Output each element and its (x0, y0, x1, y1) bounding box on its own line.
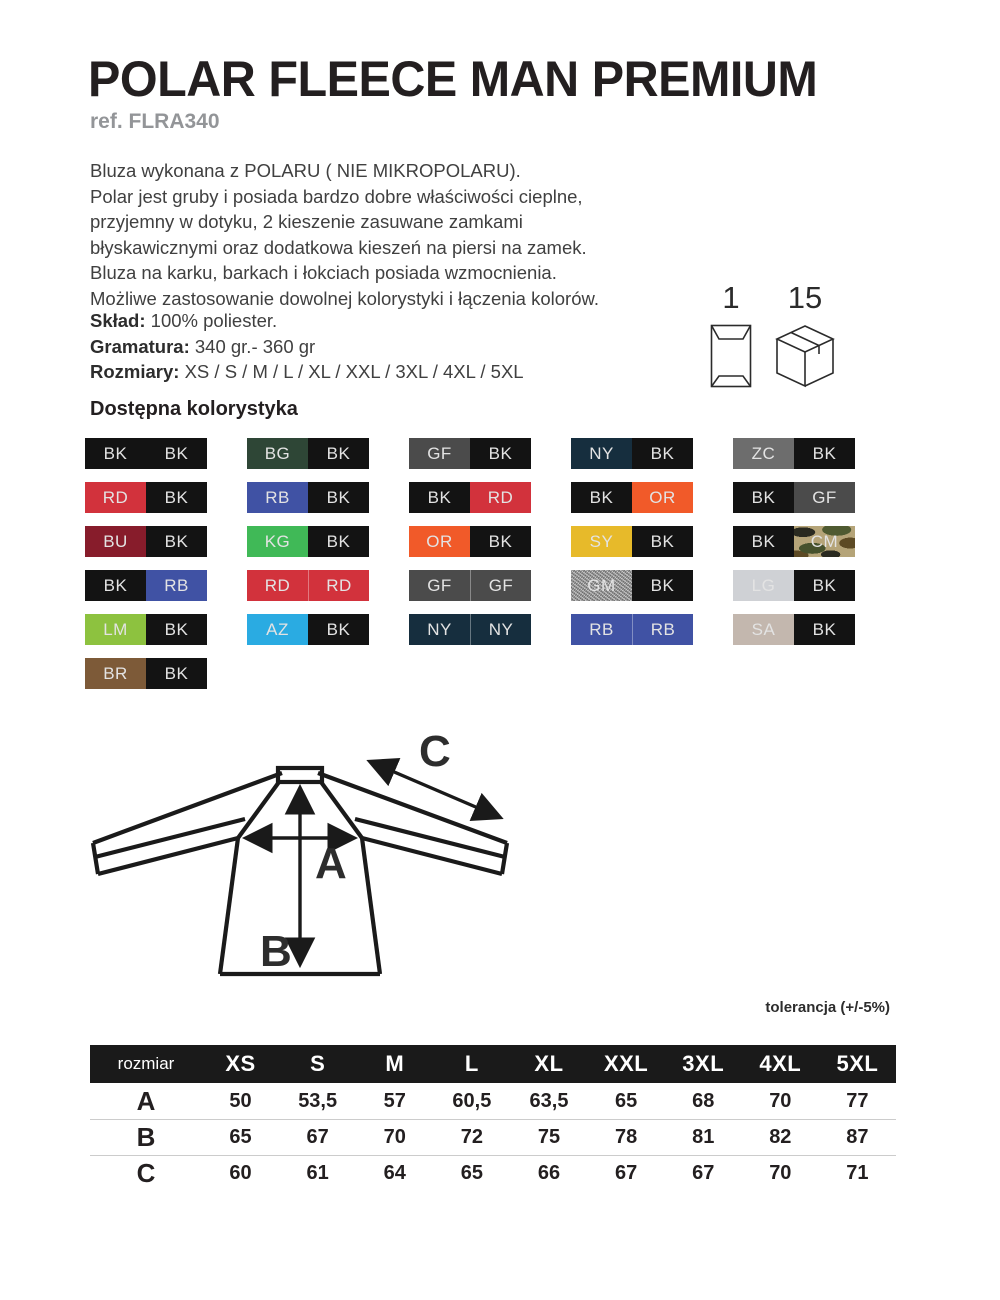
color-grid (85, 438, 855, 689)
product-ref: ref. FLRA340 (90, 110, 220, 133)
color-swatch-pair (571, 526, 693, 557)
color-swatch: BK (85, 570, 146, 601)
color-swatch-pair (571, 482, 693, 513)
color-swatch: GF (409, 438, 470, 469)
description-line: błyskawicznymi oraz dodatkowa kieszeń na piersi na zamek. (90, 236, 587, 258)
color-swatch-pair (409, 438, 531, 469)
color-swatch: BK (85, 438, 146, 469)
color-swatch: BK (146, 526, 207, 557)
color-swatch: OR (632, 482, 693, 513)
color-column (85, 438, 207, 689)
packaging-info (710, 280, 836, 393)
color-swatch-pair (247, 526, 369, 557)
color-swatch: BK (794, 570, 855, 601)
size-value: 57 (383, 1089, 406, 1112)
description (90, 158, 670, 311)
color-swatch: BK (146, 658, 207, 689)
size-value: 72 (460, 1126, 483, 1148)
bag-quantity: 1 (722, 280, 740, 315)
color-swatch: RB (146, 570, 207, 601)
size-value: 60,5 (452, 1089, 492, 1112)
size-value: 61 (306, 1162, 329, 1184)
color-swatch: RB (571, 614, 632, 645)
size-column-header: XL (534, 1051, 564, 1076)
page-title: POLAR FLEECE MAN PREMIUM (88, 51, 818, 107)
color-swatch: BK (470, 526, 531, 557)
color-swatch: BK (733, 482, 794, 513)
bag-pack-item (710, 280, 752, 393)
spec-label: Gramatura: (90, 335, 190, 357)
description-line: Bluza na karku, barkach i łokciach posiada wzmocnienia. (90, 262, 557, 283)
color-swatch: GF (794, 482, 855, 513)
color-swatch: CM (794, 526, 855, 557)
size-table (90, 1045, 896, 1191)
color-swatch-pair (409, 482, 531, 513)
color-column (247, 438, 369, 689)
color-column (409, 438, 531, 689)
color-swatch: BR (85, 658, 146, 689)
color-swatch: OR (409, 526, 470, 557)
size-value: 75 (537, 1126, 561, 1148)
description-line: Możliwe zastosowanie dowolnej kolorystyki i łączenia kolorów. (90, 287, 599, 309)
size-column-header: 3XL (682, 1051, 725, 1076)
color-swatch-pair (733, 438, 855, 469)
size-value: 71 (846, 1162, 869, 1184)
color-swatch-pair (409, 614, 531, 645)
box-icon (774, 324, 836, 393)
color-swatch: BK (146, 614, 207, 645)
size-column-header: XS (225, 1051, 256, 1076)
color-swatch-pair (733, 570, 855, 601)
color-swatch: BK (571, 482, 632, 513)
color-swatch: RB (632, 614, 693, 645)
measure-label-c: C (419, 727, 451, 776)
size-value: 81 (692, 1126, 715, 1148)
size-value: 63,5 (529, 1089, 569, 1112)
color-swatch-pair (571, 614, 693, 645)
color-swatch-pair (247, 482, 369, 513)
size-value: 53,5 (298, 1089, 338, 1112)
color-swatch: NY (409, 614, 470, 645)
color-swatch-pair (733, 614, 855, 645)
color-swatch-pair (85, 658, 207, 689)
size-column-header: XXL (603, 1051, 649, 1076)
size-table-corner-label: rozmiar (117, 1054, 175, 1073)
spec-value: 340 gr.- 360 gr (189, 335, 316, 357)
color-swatch: BK (632, 526, 693, 557)
color-swatch-pair (571, 438, 693, 469)
size-value: 50 (229, 1089, 252, 1112)
color-swatch: RD (85, 482, 146, 513)
spec-line (90, 334, 524, 360)
color-swatch: BK (733, 526, 794, 557)
spec-label: Rozmiary: (90, 361, 180, 382)
color-swatch: GF (409, 570, 470, 601)
color-swatch-pair (85, 570, 207, 601)
size-column-header: M (385, 1051, 405, 1076)
color-swatch-pair (247, 614, 369, 645)
size-table-row (90, 1119, 896, 1155)
size-value: 82 (769, 1126, 792, 1148)
measure-label-a: A (315, 839, 347, 888)
color-column (571, 438, 693, 689)
size-table-row (90, 1155, 896, 1191)
color-swatch: RD (470, 482, 531, 513)
color-swatch: BK (308, 526, 369, 557)
size-value: 78 (614, 1126, 638, 1148)
size-value: 60 (229, 1162, 252, 1184)
size-table-header (90, 1045, 896, 1083)
color-column (733, 438, 855, 689)
color-swatch: KG (247, 526, 308, 557)
size-column-header: 5XL (836, 1051, 879, 1076)
size-value: 70 (769, 1089, 792, 1112)
color-swatch: LM (85, 614, 146, 645)
size-table-row (90, 1083, 896, 1119)
color-swatch: BG (247, 438, 308, 469)
size-value: 87 (846, 1126, 869, 1148)
jacket-diagram (75, 716, 525, 999)
bag-icon (710, 324, 752, 393)
color-swatch-pair (409, 570, 531, 601)
size-value: 65 (229, 1126, 252, 1148)
color-swatch: BU (85, 526, 146, 557)
color-swatch: NY (571, 438, 632, 469)
box-pack-item (774, 280, 836, 393)
spec-label: Skład: (90, 310, 146, 331)
measure-row-label: A (136, 1085, 156, 1116)
spec-value: 100% poliester. (145, 310, 278, 331)
size-value: 67 (692, 1162, 715, 1184)
measure-label-b: B (260, 927, 292, 976)
size-value: 65 (614, 1089, 638, 1112)
color-swatch: BK (308, 438, 369, 469)
color-swatch: BK (794, 614, 855, 645)
spec-value: XS / S / M / L / XL / XXL / 3XL / 4XL / 5XL (179, 361, 524, 382)
size-value: 70 (383, 1126, 406, 1148)
color-swatch: SA (733, 614, 794, 645)
color-swatch: BK (794, 438, 855, 469)
color-swatch: GM (571, 570, 632, 601)
color-swatch: NY (470, 614, 531, 645)
size-value: 68 (692, 1089, 715, 1112)
measure-row-label: C (136, 1158, 156, 1188)
color-swatch-pair (85, 438, 207, 469)
color-swatch-pair (733, 526, 855, 557)
color-swatch-pair (85, 482, 207, 513)
size-value: 67 (306, 1126, 329, 1148)
color-swatch: GF (470, 570, 531, 601)
box-quantity: 15 (787, 280, 823, 315)
color-swatch: AZ (247, 614, 308, 645)
color-swatch-pair (409, 526, 531, 557)
specs-list (90, 308, 524, 385)
tolerance-note: tolerancja (+/-5%) (765, 999, 890, 1016)
color-swatch: BK (308, 482, 369, 513)
description-line: przyjemny w dotyku, 2 kieszenie zasuwane zamkami (90, 211, 523, 232)
color-swatch: BK (146, 482, 207, 513)
description-line: Bluza wykonana z POLARU ( NIE MIKROPOLARU). (90, 160, 521, 181)
color-swatch-pair (247, 438, 369, 469)
description-line: Polar jest gruby i posiada bardzo dobre właściwości cieplne, (90, 185, 583, 207)
size-value: 67 (614, 1162, 638, 1184)
size-column-header: 4XL (759, 1051, 802, 1076)
color-swatch-pair (85, 614, 207, 645)
color-swatch-pair (733, 482, 855, 513)
color-swatch: BK (308, 614, 369, 645)
color-swatch-pair (247, 570, 369, 601)
color-swatch: BK (409, 482, 470, 513)
color-swatch: RD (308, 570, 369, 601)
spec-line (90, 359, 524, 385)
color-swatch: BK (470, 438, 531, 469)
color-swatch-pair (85, 526, 207, 557)
color-swatch: BK (146, 438, 207, 469)
size-column-header: L (464, 1051, 479, 1076)
size-column-header: S (310, 1051, 326, 1076)
color-swatch-pair (571, 570, 693, 601)
spec-line (90, 308, 524, 334)
color-swatch: RD (247, 570, 308, 601)
color-swatch: SY (571, 526, 632, 557)
size-value: 66 (537, 1162, 561, 1184)
color-swatch: LG (733, 570, 794, 601)
measure-row-label: B (136, 1122, 156, 1152)
size-value: 70 (769, 1162, 792, 1184)
color-swatch: RB (247, 482, 308, 513)
size-value: 64 (383, 1162, 406, 1184)
color-swatch: BK (632, 570, 693, 601)
color-swatch: ZC (733, 438, 794, 469)
colors-heading: Dostępna kolorystyka (90, 398, 298, 420)
size-value: 65 (460, 1162, 483, 1184)
color-swatch: BK (632, 438, 693, 469)
size-value: 77 (846, 1089, 869, 1112)
